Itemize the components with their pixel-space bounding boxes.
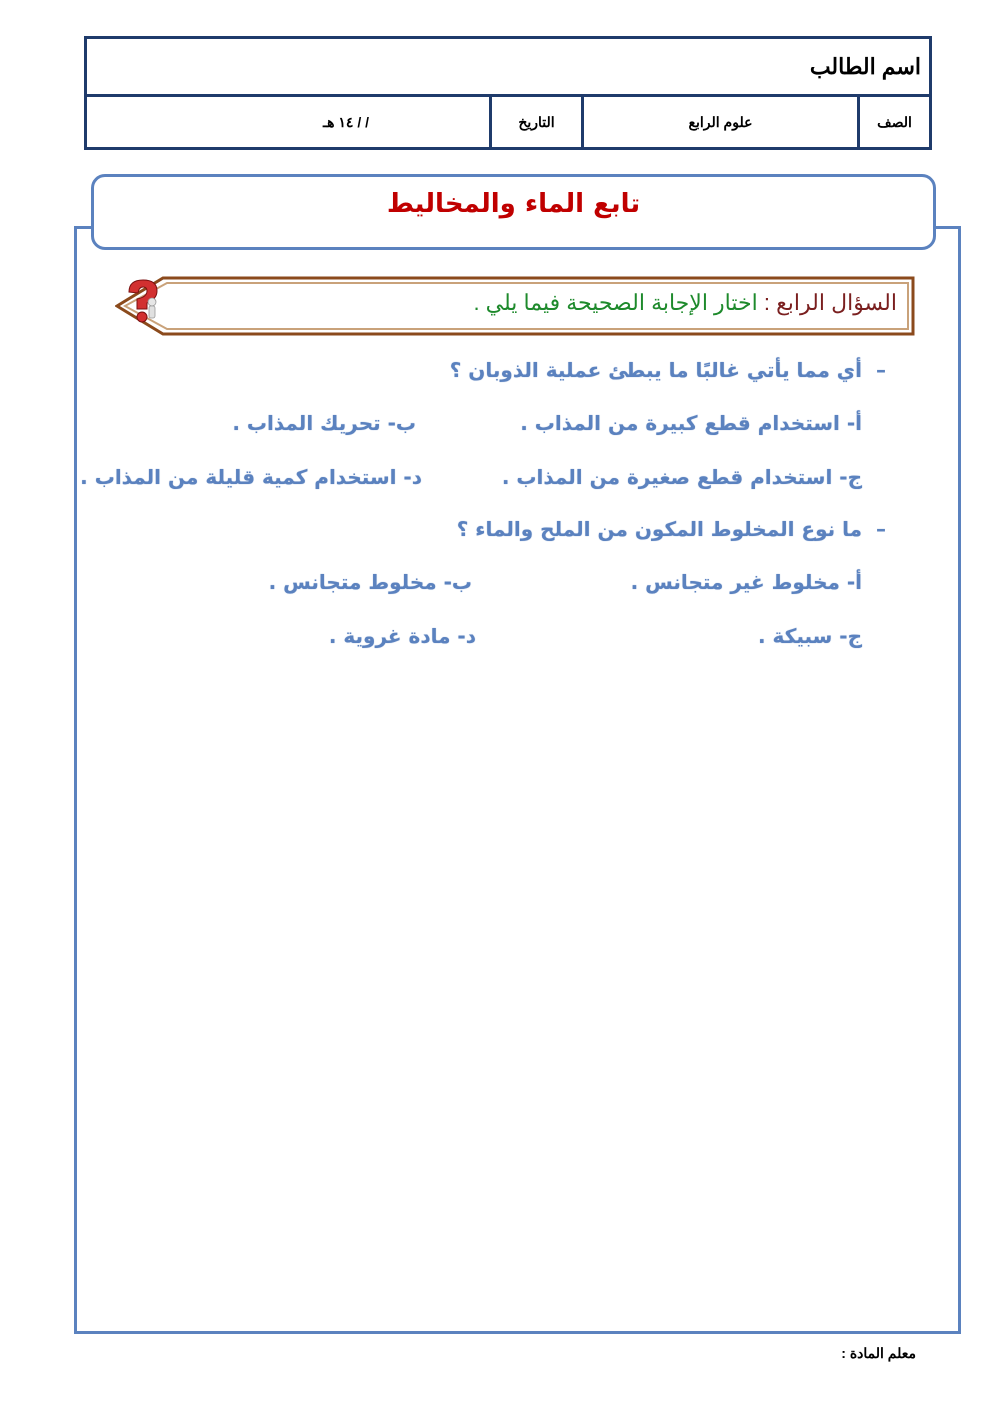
student-name-row — [87, 39, 929, 97]
item-2-option-a: أ- مخلوط غير متجانس . — [630, 570, 862, 594]
class-date-row — [87, 97, 929, 147]
item-1-question: أي مما يأتي غالبًا ما يبطئ عملية الذوبان ؟ — [449, 358, 862, 382]
teacher-label: معلم المادة : — [841, 1345, 916, 1361]
item-1-option-b: ب- تحريك المذاب . — [232, 411, 416, 435]
title-box — [91, 174, 936, 250]
question-label: السؤال الرابع : — [763, 290, 897, 315]
class-label: الصف — [857, 97, 929, 147]
page-title: تابع الماء والمخاليط — [386, 189, 641, 219]
date-value: / / ١٤ هـ — [323, 113, 369, 130]
item-2-option-c: ج- سبيكة . — [758, 624, 862, 648]
item-2-option-b: ب- مخلوط متجانس . — [268, 570, 472, 594]
class-value: علوم الرابع — [581, 97, 857, 147]
date-label: التاريخ — [489, 97, 581, 147]
item-1-option-a: أ- استخدام قطع كبيرة من المذاب . — [520, 411, 862, 435]
item-2-option-d: د- مادة غروية . — [328, 624, 476, 648]
question-mark-icon — [115, 276, 167, 324]
question-banner — [115, 276, 915, 336]
content-frame — [74, 226, 961, 1334]
item-1-option-d: د- استخدام كمية قليلة من المذاب . — [80, 465, 422, 489]
item-1-bullet: – — [876, 358, 886, 382]
student-name-label: اسم الطالب — [809, 53, 921, 79]
item-2-bullet: – — [876, 517, 886, 541]
student-info-table — [84, 36, 932, 150]
item-1-option-c: ج- استخدام قطع صغيرة من المذاب . — [501, 465, 862, 489]
item-2-question: ما نوع المخلوط المكون من الملح والماء ؟ — [456, 517, 862, 541]
question-instruction: اختار الإجابة الصحيحة فيما يلي . — [473, 290, 758, 315]
question-heading — [473, 290, 897, 316]
